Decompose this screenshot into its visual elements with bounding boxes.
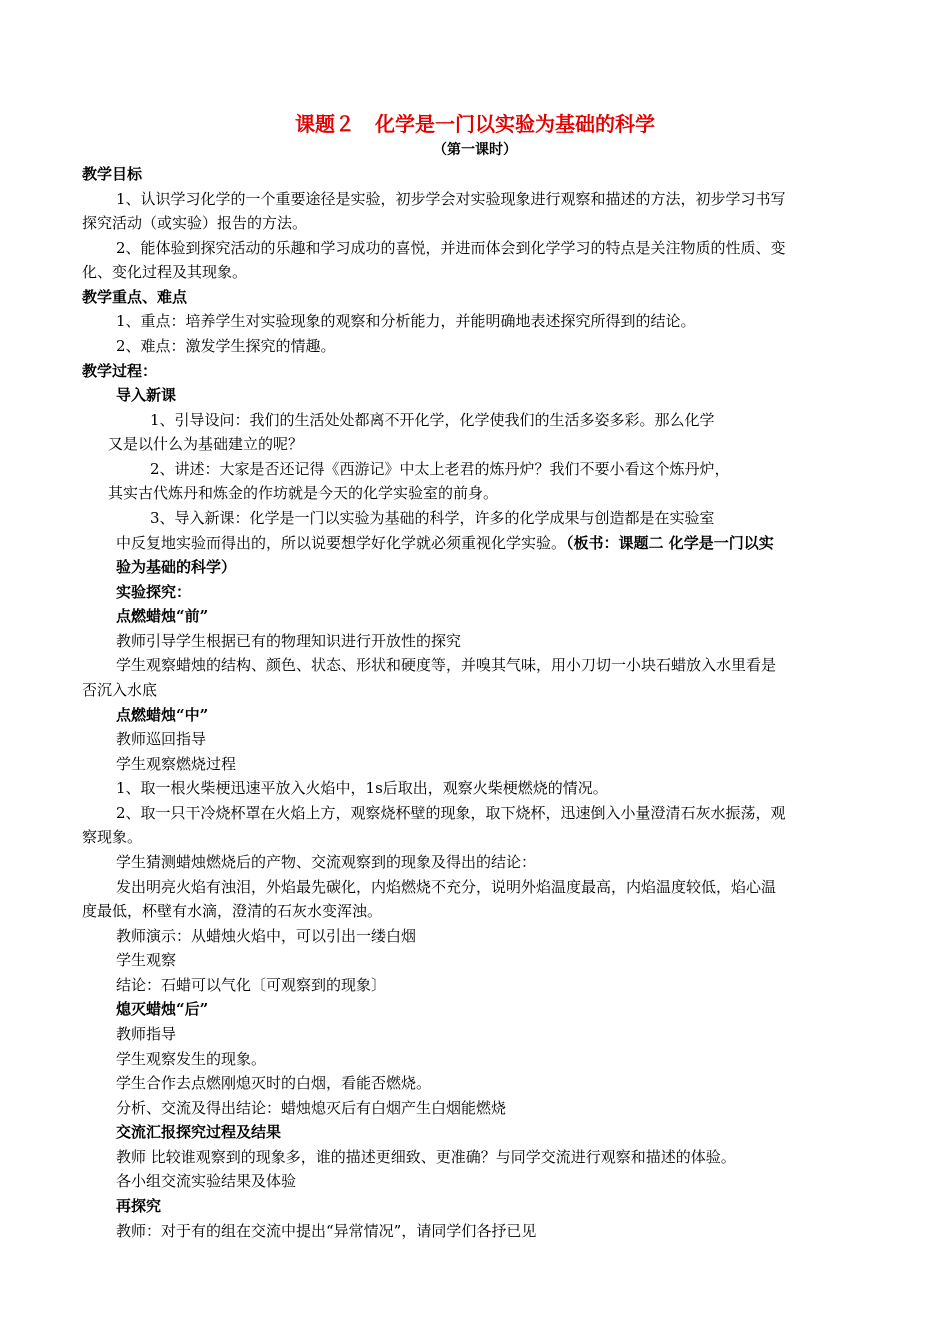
paragraph-line: 学生观察发生的现象。 bbox=[116, 1050, 267, 1068]
paragraph-line: 探究活动（或实验）报告的方法。 bbox=[82, 214, 308, 232]
paragraph-line: 教师指导 bbox=[116, 1025, 177, 1043]
paragraph-line: 否沉入水底 bbox=[82, 681, 158, 699]
paragraph-line: 1、取一根火柴梗迅速平放入火焰中，1s后取出，观察火柴梗燃烧的情况。 bbox=[116, 779, 608, 797]
board-note: （板书：课题二 化学是一门以实 bbox=[566, 534, 774, 552]
intro3-text: 中反复地实验而得出的，所以说要想学好化学就必须重视化学实验。 bbox=[116, 534, 567, 552]
paragraph-line: 化、变化过程及其现象。 bbox=[82, 263, 248, 281]
paragraph-line: 教师引导学生根据已有的物理知识进行开放性的探究 bbox=[116, 632, 462, 650]
board-note-continued: 验为基础的科学） bbox=[116, 558, 237, 576]
paragraph-line: 察现象。 bbox=[82, 828, 143, 846]
paragraph-line: 教师巡回指导 bbox=[116, 730, 207, 748]
document-title: 课题２ 化学是一门以实验为基础的科学 bbox=[295, 112, 655, 136]
paragraph-line: 学生观察燃烧过程 bbox=[116, 755, 237, 773]
paragraph-line: 结论：石蜡可以气化〔可观察到的现象〕 bbox=[116, 976, 387, 994]
subheading-report: 交流汇报探究过程及结果 bbox=[116, 1123, 282, 1141]
subheading-before: 点燃蜡烛“前” bbox=[116, 607, 209, 625]
paragraph-line: 2、能体验到探究活动的乐趣和学习成功的喜悦，并进而体会到化学学习的特点是关注物质的性质、变 bbox=[116, 239, 786, 257]
document-subtitle: （第一课时） bbox=[433, 142, 517, 158]
section-heading-goals: 教学目标 bbox=[82, 165, 143, 183]
paragraph-line: 度最低，杯壁有水滴，澄清的石灰水变浑浊。 bbox=[82, 902, 383, 920]
paragraph-line: 2、讲述：大家是否还记得《西游记》中太上老君的炼丹炉？我们不要小看这个炼丹炉， bbox=[150, 460, 730, 478]
paragraph-line: 发出明亮火焰有浊泪，外焰最先碳化，内焰燃烧不充分，说明外焰温度最高，内焰温度较低，焰心温 bbox=[116, 878, 777, 896]
section-heading-process: 教学过程： bbox=[82, 362, 158, 380]
paragraph-line: 学生观察 bbox=[116, 951, 177, 969]
paragraph-line: 学生观察蜡烛的结构、颜色、状态、形状和硬度等，并嗅其气味，用小刀切一小块石蜡放入水里看是 bbox=[116, 656, 777, 674]
section-heading-key-points: 教学重点、难点 bbox=[82, 288, 188, 306]
paragraph-line: 又是以什么为基础建立的呢？ bbox=[108, 435, 304, 453]
paragraph-line: 1、认识学习化学的一个重要途径是实验，初步学会对实验现象进行观察和描述的方法，初步学习书写 bbox=[116, 190, 786, 208]
subheading-again: 再探究 bbox=[116, 1197, 162, 1215]
paragraph-line: 2、取一只干冷烧杯罩在火焰上方，观察烧杯壁的现象，取下烧杯，迅速倒入小量澄清石灰水振荡，观 bbox=[116, 804, 786, 822]
paragraph-line bbox=[116, 533, 774, 553]
paragraph-line: 3、导入新课：化学是一门以实验为基础的科学，许多的化学成果与创造都是在实验室 bbox=[150, 509, 715, 527]
paragraph-line: 2、难点：激发学生探究的情趣。 bbox=[116, 337, 336, 355]
paragraph-line: 分析、交流及得出结论：蜡烛熄灭后有白烟产生白烟能燃烧 bbox=[116, 1099, 507, 1117]
paragraph-line: 1、引导设问：我们的生活处处都离不开化学，化学使我们的生活多姿多彩。那么化学 bbox=[150, 411, 715, 429]
paragraph-line: 其实古代炼丹和炼金的作坊就是今天的化学实验室的前身。 bbox=[108, 484, 499, 502]
subheading-after: 熄灭蜡烛“后” bbox=[116, 1000, 209, 1018]
subheading-intro: 导入新课 bbox=[116, 386, 177, 404]
paragraph-line: 教师：对于有的组在交流中提出“异常情况”，请同学们各抒已见 bbox=[116, 1222, 537, 1240]
paragraph-line: 教师演示：从蜡烛火焰中，可以引出一缕白烟 bbox=[116, 927, 417, 945]
paragraph-line: 教师 比较谁观察到的现象多，谁的描述更细致、更准确？与同学交流进行观察和描述的体验。 bbox=[116, 1148, 736, 1166]
paragraph-line: 学生合作去点燃刚熄灭时的白烟，看能否燃烧。 bbox=[116, 1074, 432, 1092]
paragraph-line: 学生猜测蜡烛燃烧后的产物、交流观察到的现象及得出的结论： bbox=[116, 853, 537, 871]
subheading-explore: 实验探究： bbox=[116, 583, 192, 601]
subheading-during: 点燃蜡烛“中” bbox=[116, 706, 209, 724]
paragraph-line: 1、重点：培养学生对实验现象的观察和分析能力，并能明确地表述探究所得到的结论。 bbox=[116, 312, 696, 330]
paragraph-line: 各小组交流实验结果及体验 bbox=[116, 1172, 297, 1190]
